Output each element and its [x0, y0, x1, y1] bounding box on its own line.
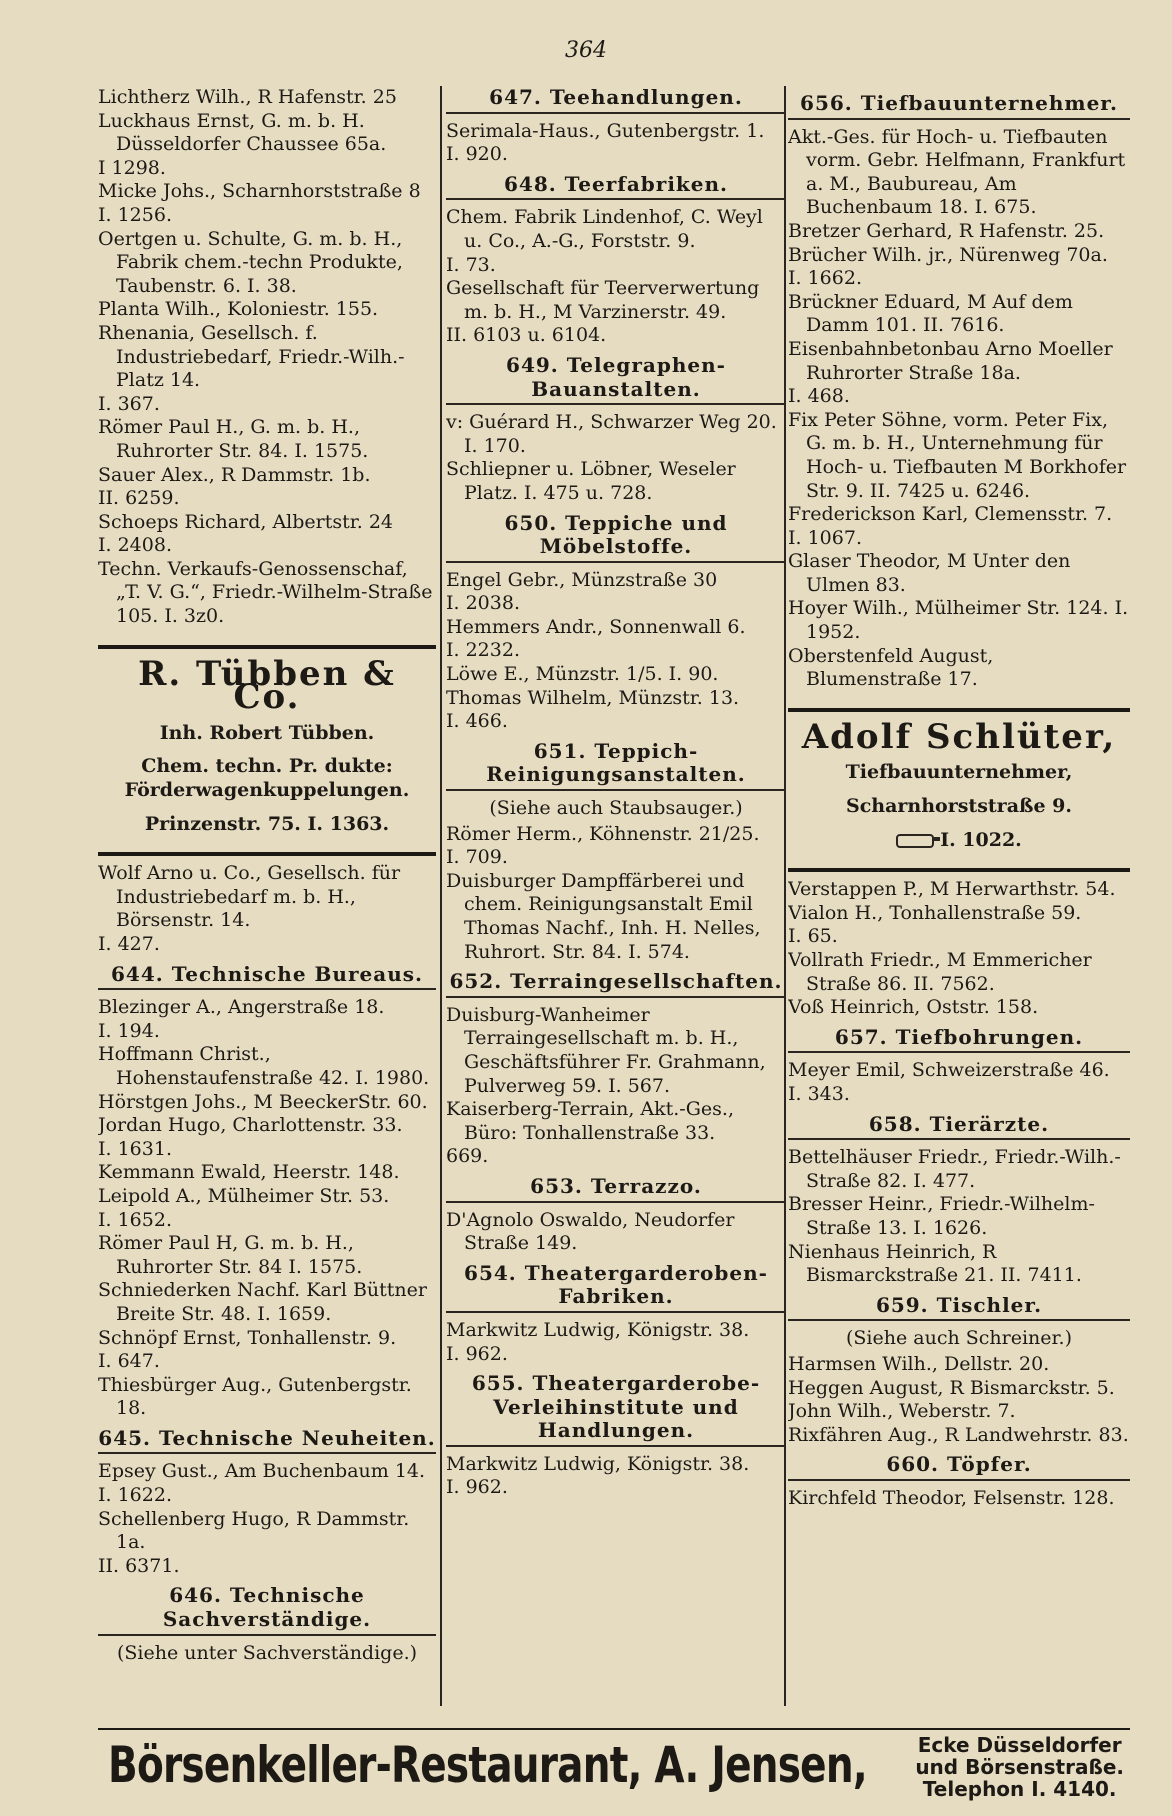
directory-entry: I. 1256.: [98, 203, 172, 226]
entry-list: [98, 86, 436, 629]
column-divider: [440, 86, 442, 1706]
advertisement-tuebben: [98, 653, 436, 837]
directory-entry: Hörstgen Johs., M BeeckerStr. 60.: [98, 1090, 428, 1113]
directory-section: [98, 1427, 436, 1579]
restaurant-name: Börsenkeller-Restaurant, A. Jensen,: [108, 1736, 867, 1794]
directory-entry: 669.: [446, 1145, 489, 1168]
separator: [788, 868, 1130, 872]
directory-entry: I 1298.: [98, 156, 166, 179]
directory-entry: I. 65.: [788, 925, 838, 948]
directory-entry: Luckhaus Ernst, G. m. b. H. Düsseldorfer Chaussee 65a.: [98, 109, 387, 156]
directory-entry: Serimala-Haus., Gutenbergstr. 1.: [446, 119, 765, 142]
telephone-line: Telephon I. 4140.: [922, 1777, 1117, 1801]
directory-entry: Hoyer Wilh., Mülheimer Str. 124. I. 1952.: [788, 597, 1129, 644]
directory-entry: Bretzer Gerhard, R Hafenstr. 25.: [788, 219, 1105, 242]
directory-entry: Markwitz Ludwig, Königstr. 38.: [446, 1452, 750, 1475]
entry-list: [98, 862, 436, 956]
section-heading: 651. Teppich-Reinigungsanstalten.: [446, 740, 786, 791]
directory-entry: Harmsen Wilh., Dellstr. 20.: [788, 1352, 1050, 1375]
separator: [788, 708, 1130, 712]
directory-entry: Frederickson Karl, Clemensstr. 7.: [788, 503, 1113, 526]
directory-entry: Glaser Theodor, M Unter den Ulmen 83.: [788, 550, 1071, 596]
section-heading: 654. Theatergarderoben-Fabriken.: [446, 1262, 786, 1313]
ad-products: Chem. techn. Pr. dukte: Förderwagenkuppelungen.: [124, 755, 410, 802]
address-line: Ecke Düsseldorfer: [917, 1733, 1122, 1757]
section-heading: 650. Teppiche und Möbelstoffe.: [446, 512, 786, 563]
section-heading: 645. Technische Neuheiten.: [98, 1427, 436, 1455]
section-list: [98, 963, 436, 1666]
separator: [98, 645, 436, 649]
ad-name: R. Tübben & Co.: [138, 653, 396, 718]
directory-entry: Markwitz Ludwig, Königstr. 38.: [446, 1318, 750, 1341]
directory-entry: I. 468.: [788, 385, 850, 408]
directory-section: [446, 740, 786, 964]
column-right: [788, 86, 1130, 1706]
directory-entry: Oberstenfeld August, Blumenstraße 17.: [788, 644, 994, 691]
directory-entry: Thiesbürger Aug., Gutenbergstr. 18.: [98, 1373, 412, 1420]
directory-section: [446, 970, 786, 1169]
directory-entry: Oertgen u. Schulte, G. m. b. H., Fabrik chem.-techn Produkte, Taubenstr. 6. I. 38.: [98, 227, 403, 297]
directory-entry: Hemmers Andr., Sonnenwall 6.: [446, 615, 746, 638]
section-heading: 648. Teerfabriken.: [446, 173, 786, 201]
directory-entry: D'Agnolo Oswaldo, Neudorfer Straße 149.: [446, 1208, 735, 1255]
ad-trade: Tiefbauunternehmer,: [845, 761, 1073, 784]
directory-section: [788, 1026, 1130, 1107]
directory-entry: Meyer Emil, Schweizerstraße 46.: [788, 1059, 1110, 1082]
directory-section: [446, 354, 786, 506]
directory-entry: v: Guérard H., Schwarzer Weg 20. I. 170.: [446, 411, 777, 457]
page-number: 364: [565, 38, 607, 63]
section-heading: 656. Tiefbauunternehmer.: [788, 92, 1130, 120]
directory-section: [98, 1584, 436, 1665]
advertisement-schlueter: [788, 716, 1130, 852]
directory-entry: Schnöpf Ernst, Tonhallenstr. 9.: [98, 1326, 397, 1349]
column-middle: [446, 86, 786, 1706]
directory-entry: Techn. Verkaufs-Genossenschaf, „T. V. G.“, Friedr.-Wilhelm-Straße 105. I. 3z0.: [98, 557, 433, 628]
separator: [98, 852, 436, 856]
directory-entry: Römer Paul H, G. m. b. H., Ruhrorter Str. 84 I. 1575.: [98, 1232, 363, 1278]
directory-entry: II. 6259.: [98, 487, 180, 510]
section-note: (Siehe unter Sachverständige.): [116, 1641, 418, 1664]
directory-entry: Vialon H., Tonhallenstraße 59.: [788, 901, 1082, 924]
directory-section: [446, 173, 786, 348]
directory-entry: Kaiserberg-Terrain, Akt.-Ges., Büro: Tonhallenstraße 33.: [446, 1098, 734, 1144]
section-heading: 657. Tiefbohrungen.: [788, 1026, 1130, 1054]
directory-entry: I. 962.: [446, 1342, 508, 1365]
ad-phone-number: I. 1022.: [940, 828, 1022, 851]
directory-entry: Engel Gebr., Münzstraße 30: [446, 568, 718, 591]
directory-entry: Wolf Arno u. Co., Gesellsch. für Industriebedarf m. b. H., Börsenstr. 14.: [98, 862, 401, 932]
entry-list: [788, 878, 1130, 1020]
section-heading: 653. Terrazzo.: [446, 1175, 786, 1203]
directory-entry: I. 73.: [446, 253, 496, 276]
directory-entry: II. 6371.: [98, 1554, 180, 1577]
directory-entry: Voß Heinrich, Oststr. 158.: [788, 996, 1039, 1019]
section-list: [788, 92, 1130, 692]
section-heading: 655. Theatergarderobe-Verleihinstitute und Handlungen.: [446, 1372, 786, 1447]
directory-entry: I. 2232.: [446, 639, 520, 662]
directory-section: [446, 1175, 786, 1256]
directory-entry: Schellenberg Hugo, R Dammstr. 1a.: [98, 1507, 410, 1554]
directory-section: [98, 963, 436, 1421]
directory-entry: I. 194.: [98, 1019, 160, 1042]
directory-entry: Sauer Alex., R Dammstr. 1b.: [98, 463, 371, 486]
directory-entry: Planta Wilh., Koloniestr. 155.: [98, 298, 379, 321]
directory-entry: Rhenania, Gesellsch. f. Industriebedarf, Friedr.-Wilh.-Platz 14.: [98, 321, 405, 392]
directory-entry: Heggen August, R Bismarckstr. 5.: [788, 1376, 1115, 1399]
directory-entry: I. 1631.: [98, 1137, 172, 1160]
directory-entry: Kirchfeld Theodor, Felsenstr. 128.: [788, 1486, 1115, 1509]
section-heading: 659. Tischler.: [788, 1294, 1130, 1322]
directory-entry: I. 466.: [446, 710, 508, 733]
directory-entry: I. 2408.: [98, 534, 172, 557]
directory-entry: Akt.-Ges. für Hoch- u. Tiefbauten vorm. Gebr. Helfmann, Frankfurt a. M., Baubureau, Am Buchenbaum 18. I. 675.: [788, 125, 1126, 219]
section-heading: 660. Töpfer.: [788, 1453, 1130, 1481]
directory-entry: Verstappen P., M Herwarthstr. 54.: [788, 878, 1116, 901]
telephone-icon: [896, 834, 934, 848]
directory-entry: Römer Paul H., G. m. b. H., Ruhrorter Str. 84. I. 1575.: [98, 416, 369, 462]
directory-entry: II. 6103 u. 6104.: [446, 324, 607, 347]
directory-entry: Löwe E., Münzstr. 1/5. I. 90.: [446, 663, 719, 686]
section-heading: 644. Technische Bureaus.: [98, 963, 436, 991]
directory-entry: Gesellschaft für Teerverwertung m. b. H., M Varzinerstr. 49.: [446, 277, 760, 323]
directory-entry: Vollrath Friedr., M Emmericher Straße 86. II. 7562.: [788, 949, 1092, 995]
directory-entry: I. 1662.: [788, 267, 862, 290]
directory-entry: Schliepner u. Löbner, Weseler Platz. I. 475 u. 728.: [446, 458, 736, 504]
directory-entry: Blezinger A., Angerstraße 18.: [98, 996, 385, 1019]
directory-entry: Fix Peter Söhne, vorm. Peter Fix, G. m. b. H., Unternehmung für Hoch- u. Tiefbauten M Borkhofer Str. 9. II. 7425 u. 6246.: [788, 408, 1127, 502]
directory-entry: Leipold A., Mülheimer Str. 53.: [98, 1184, 390, 1207]
directory-entry: I. 1622.: [98, 1484, 172, 1507]
section-heading: 646. Technische Sachverständige.: [98, 1584, 436, 1635]
ad-name: Adolf Schlüter,: [801, 716, 1117, 757]
directory-entry: I. 647.: [98, 1350, 160, 1373]
section-heading: 649. Telegraphen-Bauanstalten.: [446, 354, 786, 405]
section-note: (Siehe auch Schreiner.): [846, 1327, 1072, 1350]
column-left: [98, 86, 436, 1706]
directory-entry: Rixfähren Aug., R Landwehrstr. 83.: [788, 1423, 1129, 1446]
ad-address: Prinzenstr. 75. I. 1363.: [144, 812, 390, 835]
directory-entry: I. 367.: [98, 392, 160, 415]
bottom-advertisement: [98, 1728, 1130, 1804]
directory-entry: Schniederken Nachf. Karl Büttner Breite Str. 48. I. 1659.: [98, 1279, 427, 1325]
directory-section: [446, 1372, 786, 1500]
directory-entry: Brücher Wilh. jr., Nürenweg 70a.: [788, 243, 1108, 266]
directory-entry: Duisburg-Wanheimer Terraingesellschaft m. b. H., Geschäftsführer Fr. Grahmann, Pulverweg 59. I. 567.: [446, 1003, 766, 1097]
directory-section: [446, 512, 786, 734]
section-list: [788, 1026, 1130, 1511]
directory-section: [788, 92, 1130, 692]
section-heading: 652. Terraingesellschaften.: [446, 970, 786, 998]
ad-address: Scharnhorststraße 9.: [846, 795, 1072, 818]
restaurant-address: [915, 1734, 1124, 1800]
directory-entry: I. 343.: [788, 1082, 850, 1105]
directory-entry: Eisenbahnbetonbau Arno Moeller Ruhrorter Straße 18a.: [788, 337, 1113, 384]
ad-phone: [788, 829, 1130, 853]
directory-entry: Nienhaus Heinrich, R Bismarckstraße 21. II. 7411.: [788, 1240, 1082, 1287]
directory-entry: Brückner Eduard, M Auf dem Damm 101. II. 7616.: [788, 290, 1073, 337]
directory-entry: I. 2038.: [446, 592, 520, 615]
section-heading: 647. Teehandlungen.: [446, 86, 786, 114]
directory-entry: Bresser Heinr., Friedr.-Wilhelm-Straße 13. I. 1626.: [788, 1193, 1095, 1239]
directory-entry: Bettelhäuser Friedr., Friedr.-Wilh.-Straße 82. I. 477.: [788, 1146, 1121, 1192]
directory-entry: I. 427.: [98, 933, 160, 955]
ad-owner: Inh. Robert Tübben.: [159, 721, 375, 744]
directory-entry: I. 920.: [446, 143, 508, 166]
directory-entry: I. 1652.: [98, 1208, 172, 1231]
directory-entry: Kemmann Ewald, Heerstr. 148.: [98, 1161, 400, 1184]
directory-entry: I. 962.: [446, 1476, 508, 1499]
directory-section: [788, 1453, 1130, 1510]
directory-entry: John Wilh., Weberstr. 7.: [788, 1400, 1016, 1423]
directory-entry: I. 1067.: [788, 526, 862, 549]
directory-section: [788, 1294, 1130, 1448]
directory-entry: Thomas Wilhelm, Münzstr. 13.: [446, 686, 740, 709]
directory-entry: Epsey Gust., Am Buchenbaum 14.: [98, 1460, 426, 1483]
directory-entry: Römer Herm., Köhnenstr. 21/25.: [446, 822, 760, 845]
directory-entry: Micke Johs., Scharnhorststraße 8: [98, 180, 421, 203]
address-line: und Börsenstraße.: [915, 1755, 1124, 1779]
directory-entry: Lichtherz Wilh., R Hafenstr. 25: [98, 86, 397, 108]
section-note: (Siehe auch Staubsauger.): [489, 797, 743, 820]
directory-section: [788, 1113, 1130, 1288]
section-heading: 658. Tierärzte.: [788, 1113, 1130, 1141]
directory-entry: Schoeps Richard, Albertstr. 24: [98, 510, 394, 533]
directory-entry: Chem. Fabrik Lindenhof, C. Weyl u. Co., A.-G., Forststr. 9.: [446, 206, 763, 252]
directory-section: [446, 1262, 786, 1366]
directory-entry: I. 709.: [446, 846, 508, 869]
directory-section: [446, 86, 786, 167]
section-list: [446, 86, 786, 1500]
directory-entry: Hoffmann Christ., Hohenstaufenstraße 42. I. 1980.: [98, 1043, 430, 1089]
directory-entry: Duisburger Dampffärberei und chem. Reinigungsanstalt Emil Thomas Nachf., Inh. H. Nelles, Ruhrort. Str. 84. I. 574.: [446, 869, 761, 963]
directory-entry: Jordan Hugo, Charlottenstr. 33.: [98, 1114, 403, 1137]
